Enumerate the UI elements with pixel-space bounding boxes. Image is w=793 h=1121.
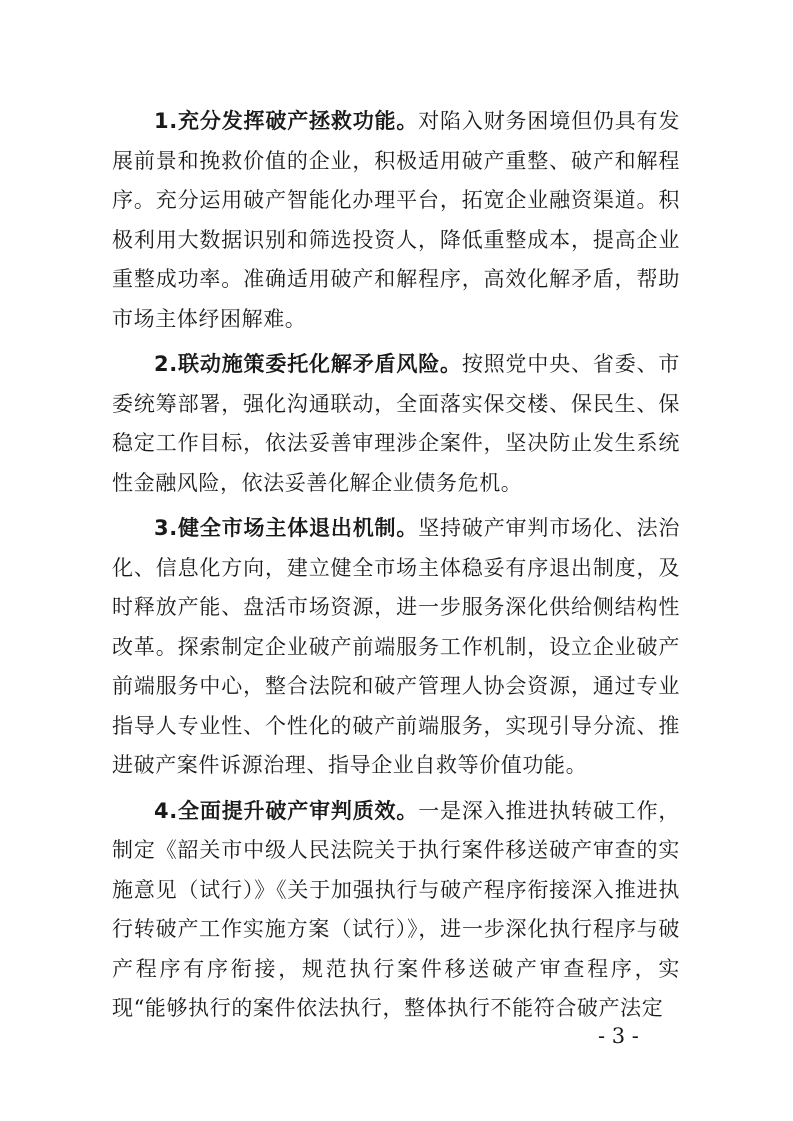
paragraph-1 <box>112 102 680 339</box>
paragraph-1-heading: 1.充分发挥破产拯救功能。 <box>154 109 419 133</box>
document-body <box>112 102 680 1035</box>
paragraph-3-heading: 3.健全市场主体退出机制。 <box>154 516 419 540</box>
paragraph-2 <box>112 345 680 503</box>
paragraph-1-body: 对陷入财务困境但仍具有发展前景和挽救价值的企业，积极适用破产重整、破产和解程序。充分运用破产智能化办理平台，拓宽企业融资渠道。积极利用大数据识别和筛选投资人，降低重整成本，提高企业重整成功率。准确适用破产和解程序，高效化解矛盾，帮助市场主体纾困解难。 <box>112 109 681 331</box>
paragraph-4 <box>112 792 680 1029</box>
page-number: - 3 - <box>598 1024 639 1048</box>
paragraph-3 <box>112 509 680 786</box>
paragraph-4-heading: 4.全面提升破产审判质效。 <box>154 798 419 823</box>
paragraph-2-body: 按照党中央、省委、市委统筹部署，强化沟通联动，全面落实保交楼、保民生、保稳定工作目标，依法妥善审理涉企案件，坚决防止发生系统性金融风险，依法妥善化解企业债务危机。 <box>112 352 681 495</box>
paragraph-4-body: 一是深入推进执转破工作，制定《韶关市中级人民法院关于执行案件移送破产审查的实施意见（试行）》《关于加强执行与破产程序衔接深入推进执行转破产工作实施方案（试行）》，进一步深化执行程序与破产程序有序衔接，规范执行案件移送破产审查程序，实现“能够执行的案件依法执行，整体执行不能符合破产法定 <box>112 798 681 1020</box>
paragraph-2-heading: 2.联动施策委托化解矛盾风险。 <box>154 352 462 376</box>
paragraph-3-body: 坚持破产审判市场化、法治化、信息化方向，建立健全市场主体稳妥有序退出制度，及时释放产能、盘活市场资源，进一步服务深化供给侧结构性改革。探索制定企业破产前端服务工作机制，设立企业破产前端服务中心，整合法院和破产管理人协会资源，通过专业指导人专业性、个性化的破产前端服务，实现引导分流、推进破产案件诉源治理、指导企业自救等价值功能。 <box>112 516 681 777</box>
